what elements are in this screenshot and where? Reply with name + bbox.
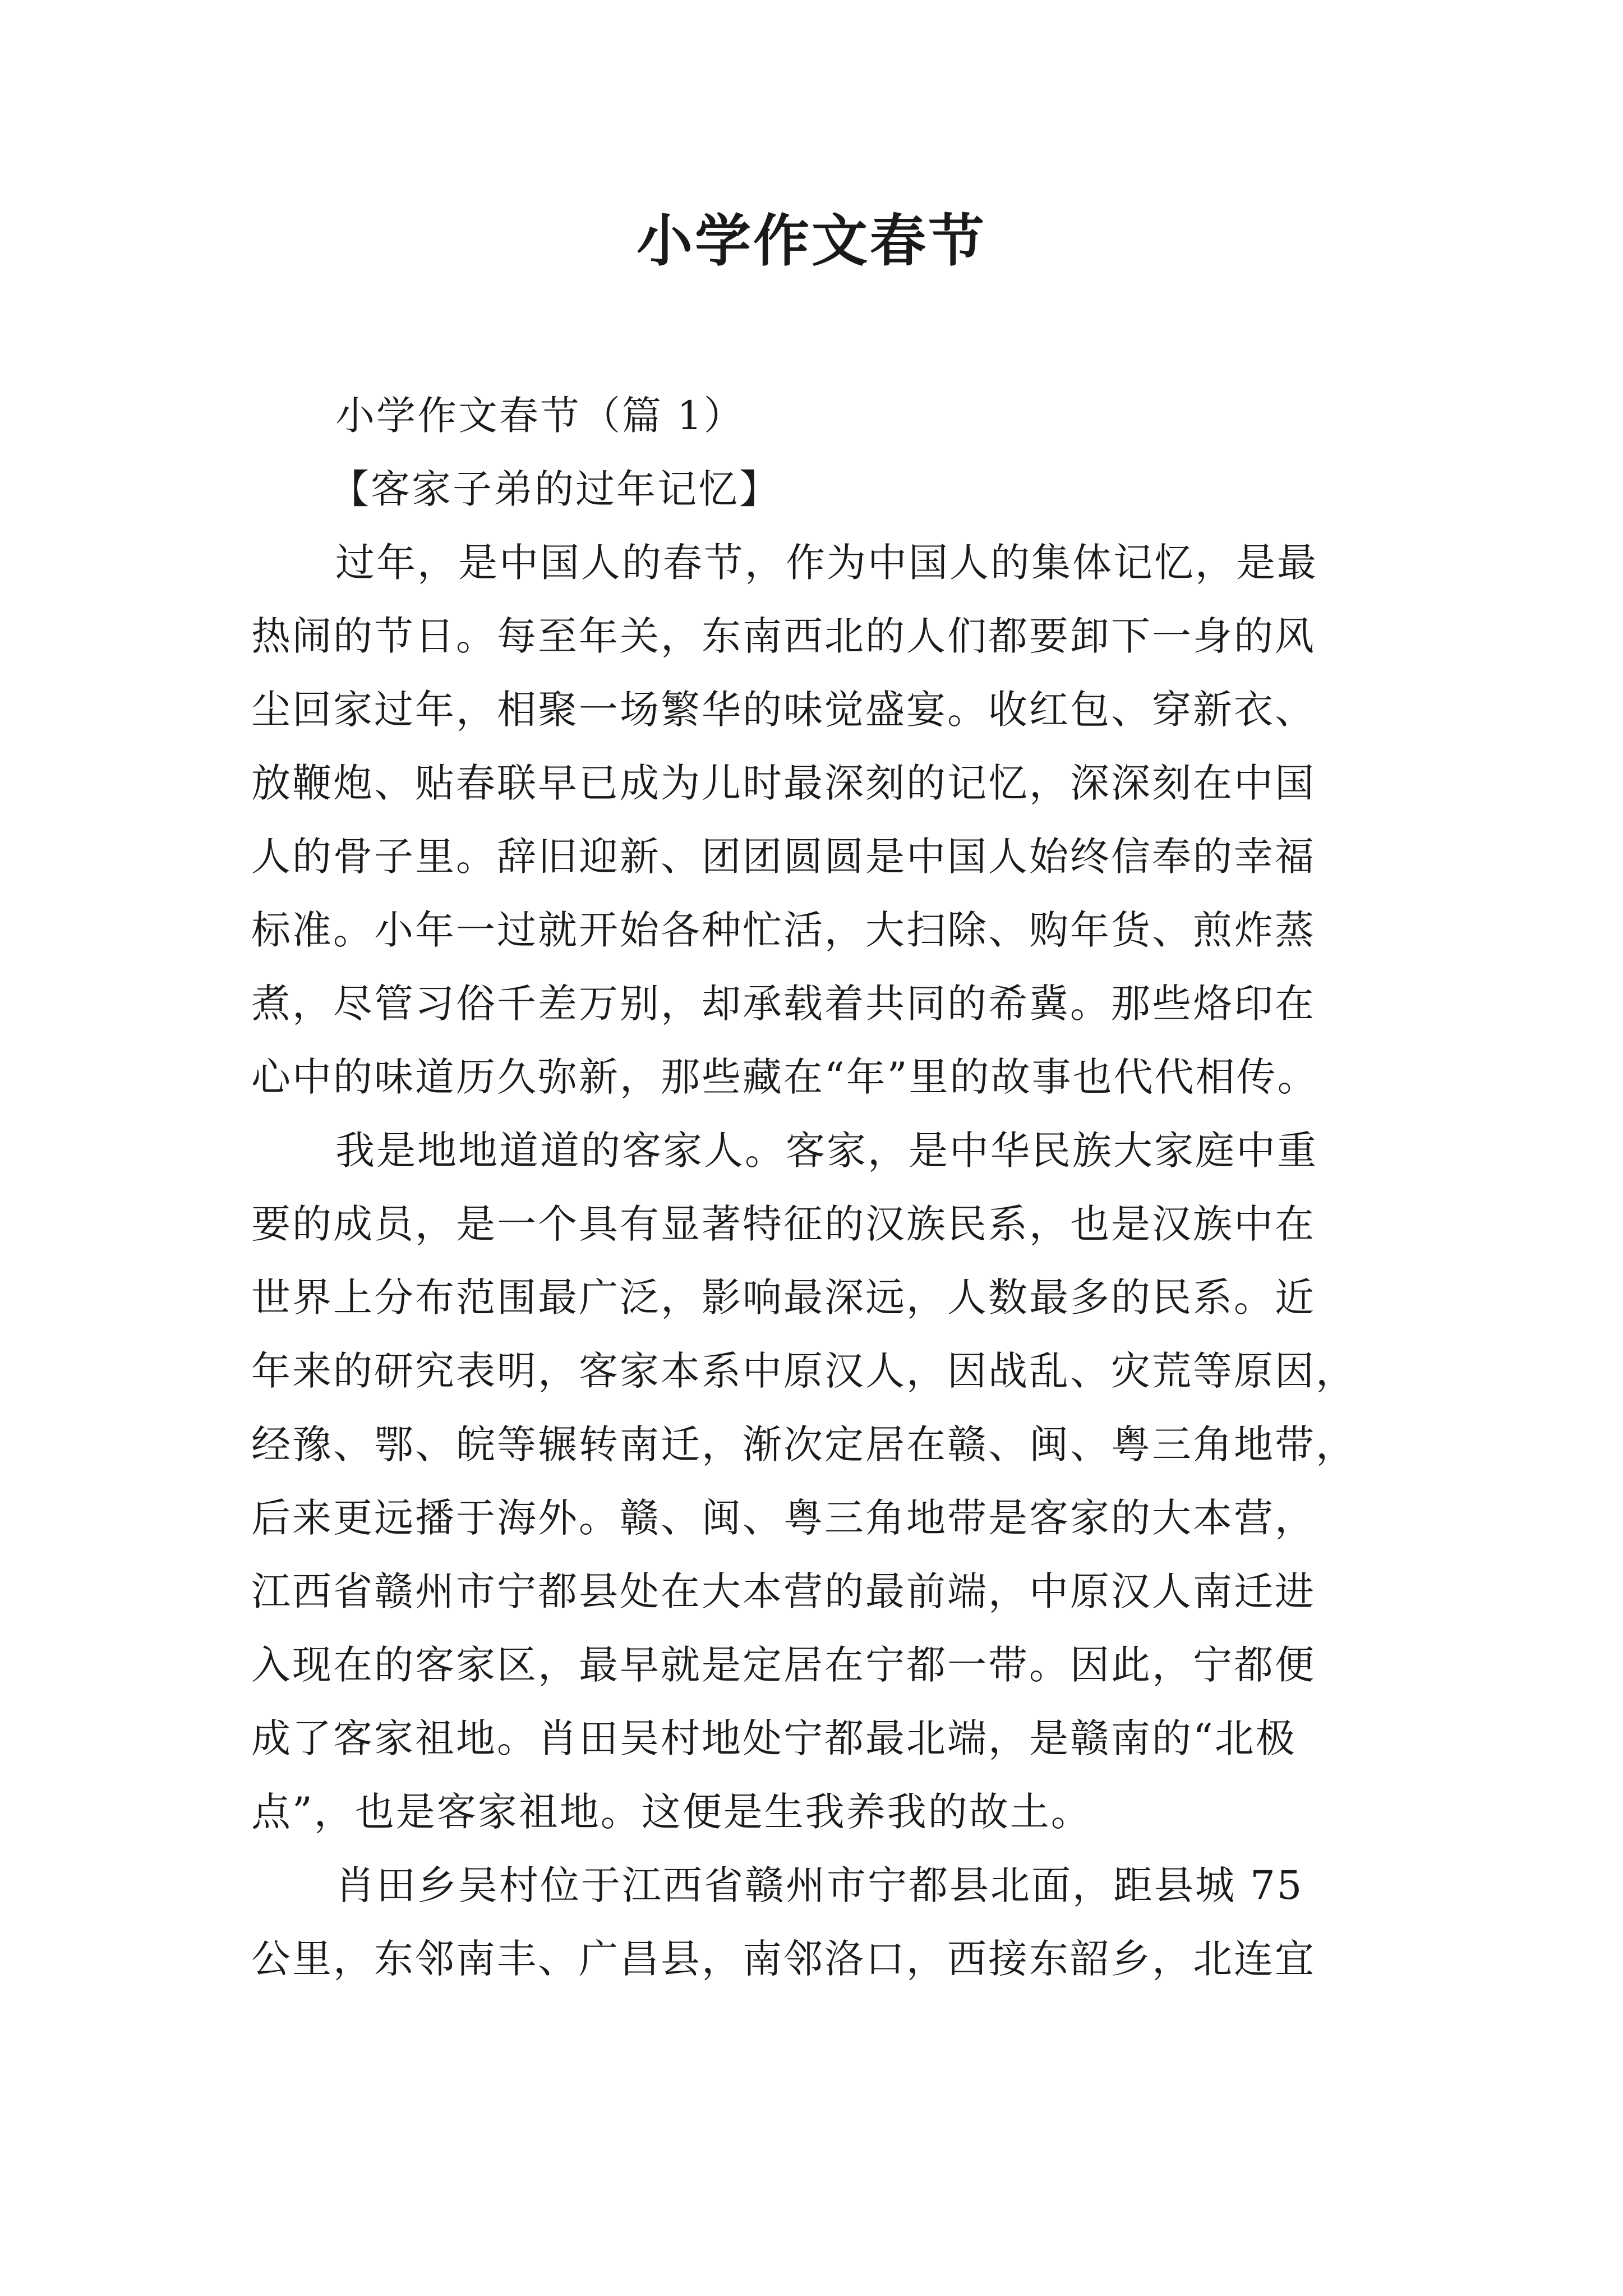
paragraph-line: 年来的研究表明，客家本系中原汉人，因战乱、灾荒等原因， [251, 1348, 1357, 1394]
paragraph-line: 尘回家过年，相聚一场繁华的味觉盛宴。收红包、穿新衣、 [251, 687, 1316, 733]
paragraph-1 [251, 526, 1393, 1114]
paragraph-line: 人的骨子里。辞旧迎新、团团圆圆是中国人始终信奉的幸福 [251, 834, 1316, 880]
paragraph-line: 成了客家祖地。肖田吴村地处宁都最北端，是赣南的“北极 [251, 1715, 1297, 1761]
paragraph-line: 过年，是中国人的春节，作为中国人的集体记忆，是最 [335, 540, 1318, 586]
paragraph-line: 公里，东邻南丰、广昌县，南邻洛口，西接东韶乡，北连宜 [251, 1936, 1316, 1982]
paragraph-2 [251, 1114, 1393, 1849]
paragraph-line: 放鞭炮、贴春联早已成为儿时最深刻的记忆，深深刻在中国 [251, 760, 1316, 806]
paragraph-line: 肖田乡吴村位于江西省赣州市宁都县北面，距县城 75 [335, 1862, 1304, 1908]
paragraph-line: 标准。小年一过就开始各种忙活，大扫除、购年货、煎炸蒸 [251, 907, 1316, 953]
paragraph-line: 江西省赣州市宁都县处在大本营的最前端，中原汉人南迁进 [251, 1568, 1316, 1614]
subheading: 【客家子弟的过年记忆】 [330, 466, 780, 512]
document-title: 小学作文春节 [637, 208, 986, 274]
paragraph-line: 煮，尽管习俗千差万别，却承载着共同的希冀。那些烙印在 [251, 981, 1316, 1027]
paragraph-line: 入现在的客家区，最早就是定居在宁都一带。因此，宁都便 [251, 1642, 1316, 1688]
paragraph-line: 世界上分布范围最广泛，影响最深远，人数最多的民系。近 [251, 1274, 1316, 1320]
paragraph-line: 心中的味道历久弥新，那些藏在“年”里的故事也代代相传。 [251, 1054, 1318, 1100]
paragraph-line: 经豫、鄂、皖等辗转南迁，渐次定居在赣、闽、粤三角地带， [251, 1421, 1357, 1467]
paragraph-line: 我是地地道道的客家人。客家，是中华民族大家庭中重 [335, 1128, 1318, 1174]
paragraph-3 [251, 1849, 1393, 1996]
section-heading: 小学作文春节（篇 1） [335, 393, 745, 439]
document-body [251, 379, 1393, 1996]
paragraph-line: 后来更远播于海外。赣、闽、粤三角地带是客家的大本营， [251, 1495, 1316, 1541]
paragraph-line: 热闹的节日。每至年关，东南西北的人们都要卸下一身的风 [251, 613, 1316, 659]
paragraph-line: 点”，也是客家祖地。这便是生我养我的故土。 [251, 1789, 1092, 1835]
paragraph-line: 要的成员，是一个具有显著特征的汉族民系，也是汉族中在 [251, 1201, 1316, 1247]
